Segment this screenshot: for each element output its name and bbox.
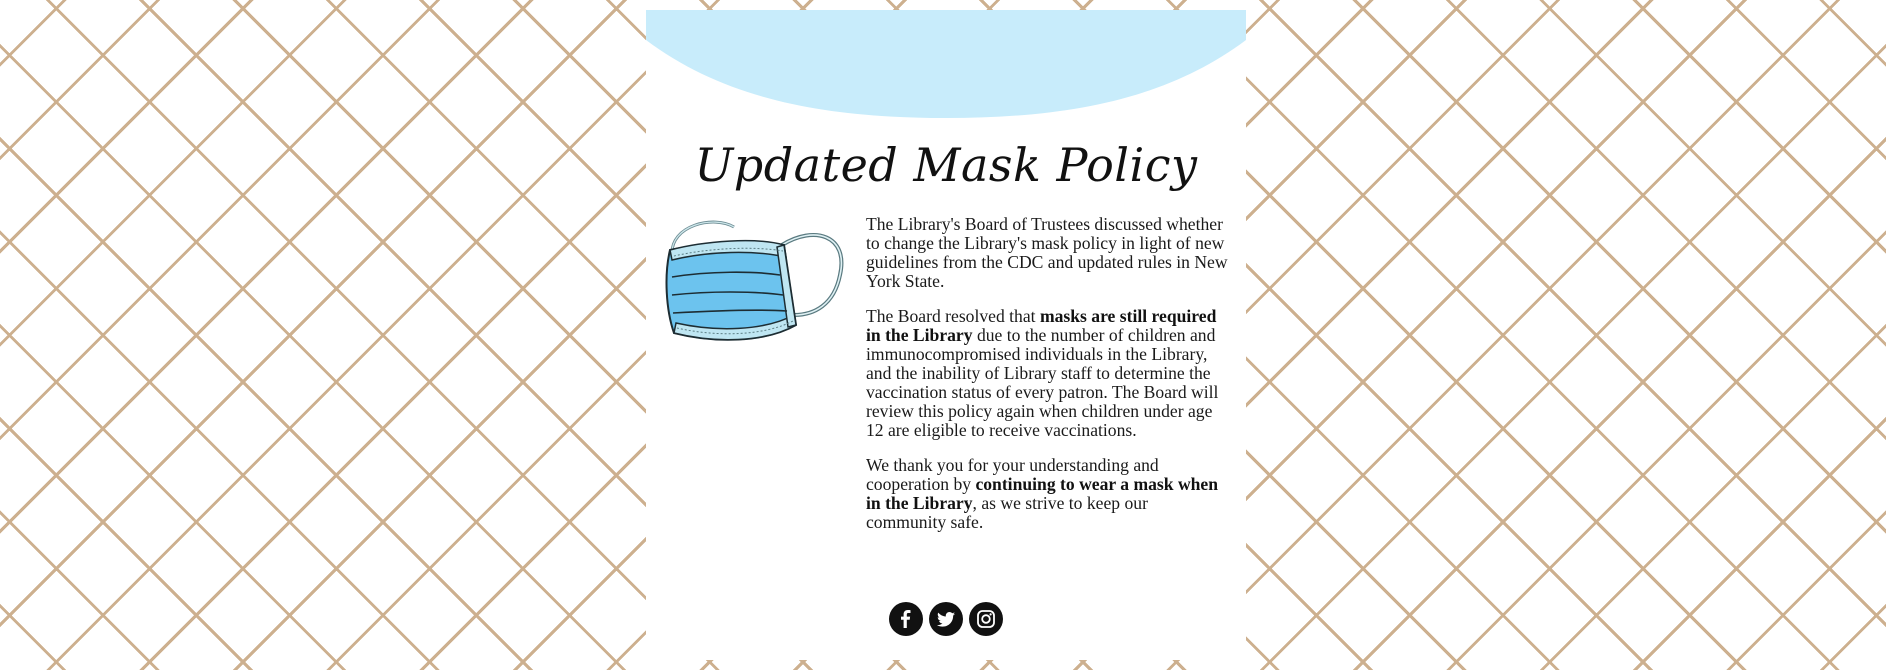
policy-text [866, 215, 1228, 548]
paragraph-thanks [866, 456, 1228, 532]
facebook-link[interactable] [889, 602, 923, 636]
paragraph-intro [866, 215, 1228, 291]
page-title: Updated Mask Policy [694, 138, 1198, 192]
surgical-mask-image [664, 215, 844, 360]
paragraph-resolution [866, 307, 1228, 440]
paragraph-resolution-lead: The Board resolved that [866, 306, 1040, 326]
newsletter-card [646, 10, 1246, 660]
facebook-icon [898, 610, 914, 628]
social-links [889, 602, 1003, 636]
twitter-link[interactable] [929, 602, 963, 636]
masks-required-emphasis: masks are still required in the Library [866, 306, 1217, 345]
twitter-icon [937, 612, 955, 627]
instagram-link[interactable] [969, 602, 1003, 636]
paragraph-resolution-rest: due to the number of children and immunocompromised individuals in the Library, and the inability of Library staff to determine the vaccination status of every patron. The Board will review this policy again when children under age 12 are eligible to receive vaccinations. [866, 325, 1219, 440]
paragraph-intro-text: The Library's Board of Trustees discussed whether to change the Library's mask policy in light of new guidelines from the CDC and updated rules in New York State. [866, 214, 1228, 291]
top-banner [646, 10, 1246, 118]
paragraph-thanks-lead: We thank you for your understanding and cooperation by [866, 455, 1159, 494]
paragraph-thanks-rest: , as we strive to keep our community safe. [866, 493, 1148, 532]
instagram-icon [977, 610, 995, 628]
continue-wearing-emphasis: continuing to wear a mask when in the Library [866, 474, 1219, 513]
